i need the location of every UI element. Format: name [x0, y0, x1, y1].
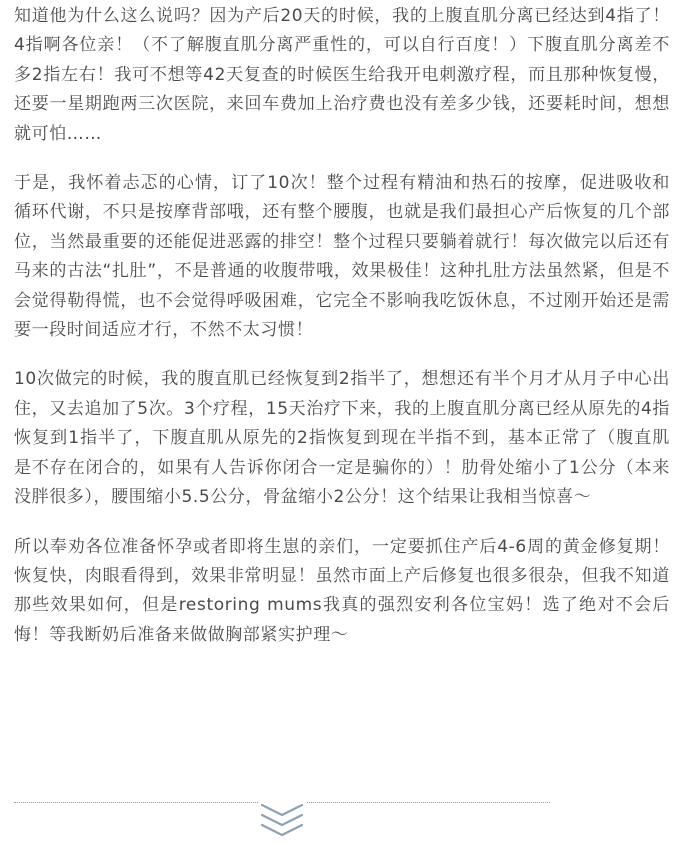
paragraph: 于是，我怀着忐忑的心情，订了10次！整个过程有精油和热石的按摩，促进吸收和循环代谢，不只是按摩背部哦，还有整个腰腹，也就是我们最担心产后恢复的几个部位，当然最重要的还能促进恶露的排空！整个过程只要躺着就行！每次做完以后还有马来的古法“扎肚”，不是普通的收腹带哦，效果极佳！这种扎肚方法虽然紧，但是不会觉得勒得慌，也不会觉得呼吸困难，它完全不影响我吃饭休息，不过刚开始还是需要一段时间适应才行，不然不太习惯！	[14, 173, 670, 341]
article-body	[14, 2, 670, 670]
paragraph: 所以奉劝各位准备怀孕或者即将生崽的亲们，一定要抓住产后4-6周的黄金修复期！恢复快，肉眼看得到，效果非常明显！虽然市面上产后修复也很多很杂，但我不知道那些效果如何，但是restoring mums我真的强烈安利各位宝妈！选了绝对不会后悔！等我断奶后准备来做做胸部紧实护理～	[14, 536, 670, 645]
paragraph: 知道他为什么这么说吗？因为产后20天的时候，我的上腹直肌分离已经达到4指了！4指啊各位亲！（不了解腹直肌分离严重性的，可以自行百度！）下腹直肌分离差不多2指左右！我可不想等42天复查的时候医生给我开电刺激疗程，而且那种恢复慢，还要一星期跑两三次医院，来回车费加上治疗费也没有差多少钱，还要耗时间，想想就可怕……	[14, 6, 670, 144]
paragraph: 10次做完的时候，我的腹直肌已经恢复到2指半了，想想还有半个月才从月子中心出住，又去追加了5次。3个疗程，15天治疗下来，我的上腹直肌分离已经从原先的4指恢复到1指半了，下腹直肌从原先的2指恢复到现在半指不到，基本正常了（腹直肌是不存在闭合的，如果有人告诉你闭合一定是骗你的）！肋骨处缩小了1公分（本来没胖很多），腰围缩小5.5公分，骨盆缩小2公分！这个结果让我相当惊喜～	[14, 369, 670, 508]
chevron-down-icon	[258, 801, 306, 841]
